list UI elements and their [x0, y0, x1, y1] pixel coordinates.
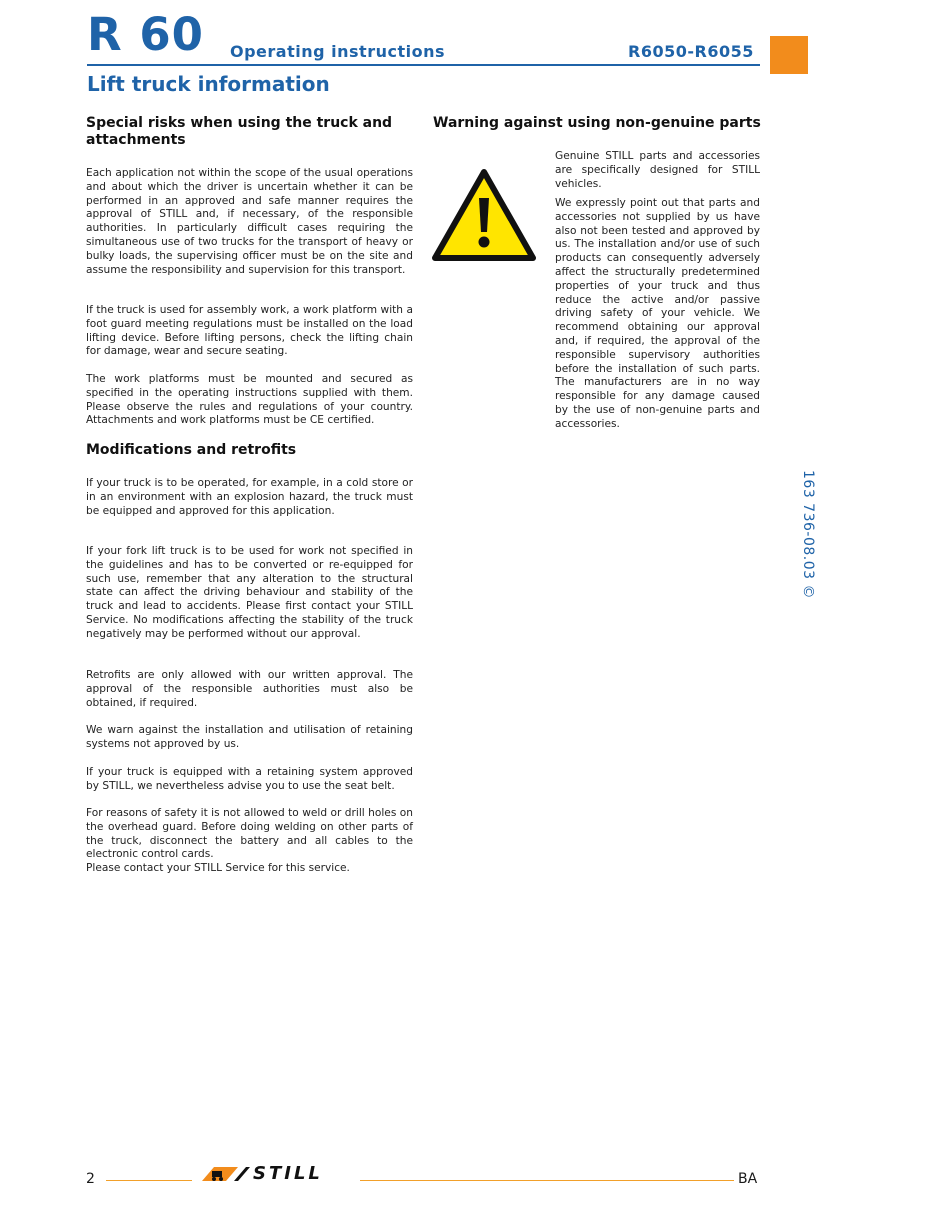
document-code-text: 163 736-08.03 ©	[800, 470, 816, 599]
footer-rule-left	[106, 1180, 192, 1181]
chapter-tab	[770, 36, 808, 74]
genuine-parts-p2	[555, 197, 760, 432]
still-logo	[196, 1163, 356, 1185]
paragraph: If your truck is to be operated, for example, in a cold store or in an environment with an explosion hazard, the truck must be equipped and approved for this application.	[86, 477, 413, 517]
modifications-p3	[86, 669, 413, 710]
modifications-p5	[86, 766, 413, 794]
paragraph: If your fork lift truck is to be used for work not specified in the guidelines and has to be converted or re-equipped for such use, remember that any alteration to the structural state can affect the driving behaviour and stability of the truck and lead to accidents. Please first contact your STILL Service. No modifications affecting the stability of the truck negatively may be performed without our approval.	[86, 545, 413, 640]
header-divider	[87, 64, 760, 66]
modifications-p4	[86, 724, 413, 752]
special-risks-body	[86, 167, 413, 277]
model-range: R6050-R6055	[628, 42, 754, 61]
paragraph: The work platforms must be mounted and secured as specified in the operating instructions supplied with them. Please observe the rules and regulations of your country. Attachments and work platforms must be CE certified.	[86, 373, 413, 427]
page-title: Lift truck information	[87, 72, 330, 96]
paragraph: We expressly point out that parts and accessories not supplied by us have also not been tested and approved by us. The installation and/or use of such products can consequently adversely affect the structurally predetermined properties of your truck and thus reduce the active and/or passive driving safety of your vehicle. We recommend obtaining our approval and, if required, the approval of the responsible supervisory authorities before the installation of such parts. The manufacturers are in no way responsible for any damage caused by the use of non-genuine parts and accessories.	[555, 197, 760, 430]
paragraph: Please contact your STILL Service for this service.	[86, 862, 350, 875]
modifications-p6	[86, 807, 413, 876]
special-risks-body-3	[86, 373, 413, 428]
modifications-p1	[86, 477, 413, 518]
paragraph: If your truck is equipped with a retaining system approved by STILL, we nevertheless advise you to use the seat belt.	[86, 766, 413, 792]
modifications-heading: Modifications and retrofits	[86, 442, 297, 458]
special-risks-heading: Special risks when using the truck and attachments	[86, 115, 393, 148]
special-risks-body-2	[86, 304, 413, 359]
genuine-parts-p1	[555, 150, 760, 191]
document-subtitle: Operating instructions	[230, 42, 445, 61]
paragraph: If the truck is used for assembly work, a work platform with a foot guard meeting regulations must be installed on the load lifting device. Before lifting persons, check the lifting chain for damage, wear and secure seating.	[86, 304, 413, 358]
genuine-parts-section	[433, 115, 773, 132]
modifications-p2	[86, 545, 413, 642]
special-risks-section	[86, 115, 413, 149]
paragraph: Genuine STILL parts and accessories are specifically designed for STILL vehicles.	[555, 150, 760, 190]
warning-triangle-icon	[432, 168, 536, 262]
brand-name: STILL	[253, 1163, 323, 1184]
document-code	[792, 470, 822, 610]
page-number: 2	[86, 1171, 95, 1187]
footer-rule-right	[360, 1180, 734, 1181]
model-title: R 60	[87, 8, 204, 61]
modifications-section	[86, 442, 413, 459]
genuine-parts-heading: Warning against using non-genuine parts	[433, 115, 761, 131]
paragraph: Retrofits are only allowed with our written approval. The approval of the responsible authorities must also be obtained, if required.	[86, 669, 413, 709]
paragraph: For reasons of safety it is not allowed to weld or drill holes on the overhead guard. Before doing welding on other parts of the truck, disconnect the battery and all cables to the electronic control cards.	[86, 807, 413, 861]
paragraph: We warn against the installation and utilisation of retaining systems not approved by us.	[86, 724, 413, 750]
document-type-code: BA	[738, 1171, 758, 1187]
paragraph: Each application not within the scope of the usual operations and about which the driver is uncertain whether it can be performed in an approved and safe manner requires the approval of STILL and, if necessary, of the responsible authorities. In particularly difficult cases requiring the simultaneous use of two trucks for the transport of heavy or bulky loads, the supervising officer must be on the site and assume the responsibility and supervision for this transport.	[86, 167, 413, 276]
